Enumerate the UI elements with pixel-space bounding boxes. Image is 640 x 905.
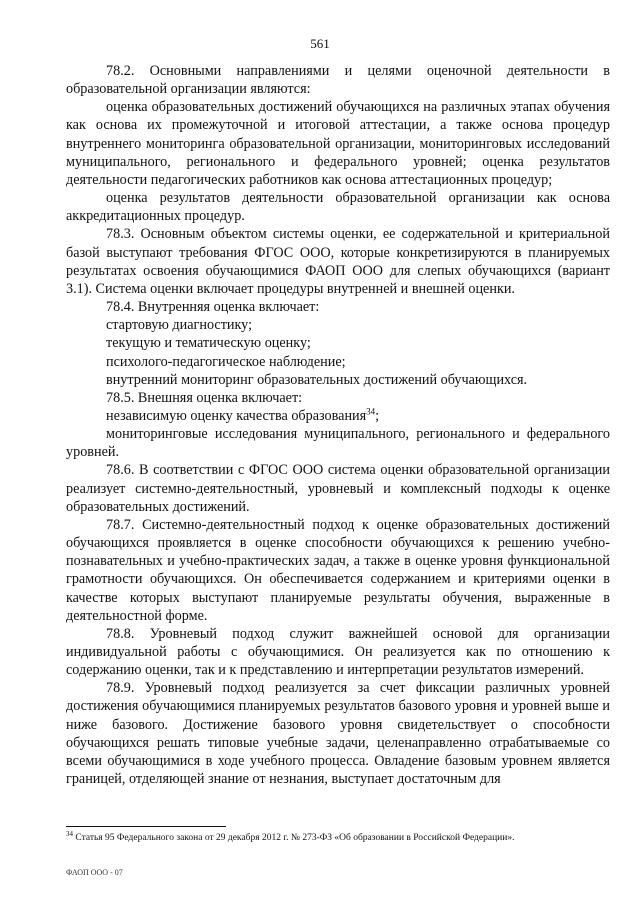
paragraph-78-6: 78.6. В соответствии с ФГОС ООО система оценки образовательной организации реализует системно-деятельностный, уровневый и комплексный подходы к оценке образовательных достижений. [66,462,610,515]
list-item-text: независимую оценку качества образования [106,407,367,424]
list-item: внутренний мониторинг образовательных достижений обучающихся. [106,371,528,388]
footnote-marker: 34 [66,829,73,838]
footnote-reference: 34 [366,406,376,417]
paragraph-78-7: 78.7. Системно-деятельностный подход к оценке образовательных достижений обучающихся проявляется в оценке способности обучающихся к решению учебно-познавательных и учебно-практических задач, а также в оценке уровня функциональной грамотности обучающихся. Он обеспечивается содержанием и критериями оценки в качестве которых выступают планируемые результаты обучения, выраженные в деятельностной форме. [66,516,610,624]
paragraph-78-4: 78.4. Внутренняя оценка включает: [106,299,320,316]
paragraph-78-5: 78.5. Внешняя оценка включает: [106,389,303,406]
list-item: психолого-педагогическое наблюдение; [106,353,346,370]
paragraph: оценка результатов деятельности образовательной организации как основа аккредитационных процедур. [66,190,610,225]
list-item-with-footnote [66,407,610,425]
footnote [66,829,626,844]
list-item-punctuation: ; [375,407,380,424]
paragraph-78-3: 78.3. Основным объектом системы оценки, ее содержательной и критериальной базой выступают требования ФГОС ООО, которые конкретизируются в планируемых результатах освоения обучающимися ФАОП ООО для слепых обучающихся (вариант 3.1). Система оценки включает процедуры внутренней и внешней оценки. [66,226,610,297]
page-number: 561 [310,36,330,51]
document-body [66,62,610,788]
paragraph-78-8: 78.8. Уровневый подход служит важнейшей основой для организации индивидуальной работы с обучающимися. Он реализуется как по отношению к содержанию оценки, так и к представлению и интерпретации результатов измерений. [66,625,610,679]
list-item: текущую и тематическую оценку; [106,335,311,352]
footnote-text: Статья 95 Федерального закона от 29 декабря 2012 г. № 273-ФЗ «Об образовании в Российской Федерации». [75,833,515,843]
list-item: мониторинговые исследования муниципального, регионального и федерального уровней. [66,426,610,461]
paragraph-78-2: 78.2. Основными направлениями и целями оценочной деятельности в образовательной организации являются: [66,63,610,98]
document-stamp: ФАОП ООО - 07 [66,868,123,877]
list-item: стартовую диагностику; [106,317,253,334]
footnote-divider [66,826,226,827]
paragraph-78-9: 78.9. Уровневый подход реализуется за счет фиксации различных уровней достижения обучающимися планируемых результатов базового уровня и уровней выше и ниже базового. Достижение базового уровня свидетельствует о способности обучающихся решать типовые учебные задачи, целенаправленно отрабатываемые со всеми обучающимися в ходе учебного процесса. Овладение базовым уровнем является границей, отделяющей знание от незнания, выступает достаточным для [66,680,610,788]
paragraph: оценка образовательных достижений обучающихся на различных этапах обучения как основа их промежуточной и итоговой аттестации, а также основа процедур внутреннего мониторинга образовательной организации, мониторинговых исследований муниципального, регионального и федерального уровней; оценка результатов деятельности педагогических работников как основа аттестационных процедур; [66,99,610,188]
